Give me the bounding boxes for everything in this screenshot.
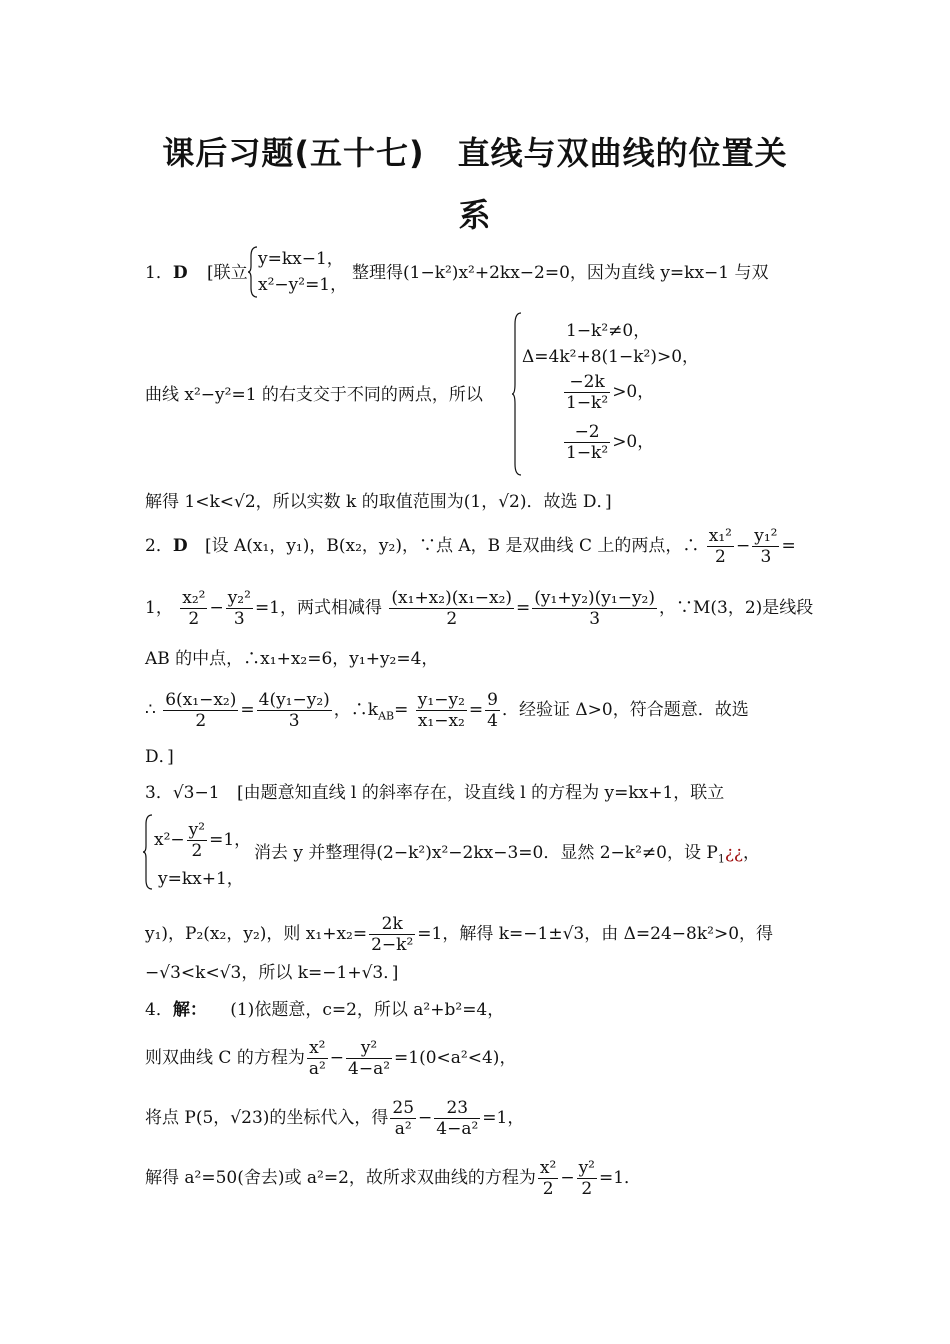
answer: √3−1 — [172, 783, 220, 803]
left-brace — [143, 814, 153, 890]
q2-line3: AB 的中点，∴x₁+x₂=6，y₁+y₂=4， — [145, 649, 439, 669]
fraction: $\frac{\text{x₂²}}{2}$ — [182, 588, 206, 629]
fraction: $\frac{2k}{\text{2−k²}}$ — [371, 914, 414, 955]
q2-line2: 1， $\frac{\text{x₂²}}{2}$ − $\frac{\text{y₂²}}{3}$ =1，两式相减得 $\frac{\text{(x₁+x₂)(x₁−x₂)}}{2}$ = $\frac{\text{(y₁+y₂)(y₁−y₂)}}{3}$ ，∵M(3，2)是线段 — [145, 588, 814, 629]
q3-line1: 3．√3−1 [由题意知直线 l 的斜率存在，设直线 l 的方程为 y=kx+1，联立 — [145, 783, 725, 803]
fraction: $\frac{\text{x₁²}}{2}$ — [708, 526, 732, 567]
q1-conclusion: 解得 1<k<√2，所以实数 k 的取值范围为(1，√2)．故选 D．] — [145, 492, 612, 512]
fraction: $\frac{-2}{\text{1−k²}}$ — [566, 422, 609, 463]
q2-line1: 2．D [设 A(x₁，y₁)，B(x₂，y₂)，∵点 A，B 是双曲线 C 上的两点，∴ $\frac{\text{x₁²}}{2}$ − $\frac{\text{y₁²}}{3}$ = — [145, 526, 796, 567]
q3-system-eq1: x²− $\frac{\text{y²}}{2}$ =1， — [154, 820, 252, 861]
left-brace — [512, 312, 522, 476]
q1-system-eq1: y=kx−1， — [258, 249, 344, 269]
text: [联立 — [206, 263, 248, 283]
q3-line3: y₁)，P₂(x₂，y₂)，则 x₁+x₂= $\frac{2k}{\text{2−k²}}$ =1，解得 k=−1±√3，由 Δ=24−8k²>0，得 — [145, 914, 774, 955]
q4-line3: 将点 P(5，√23)的坐标代入，得 $\frac{25}{\text{a²}}$ − $\frac{23}{\text{4−a²}}$ =1， — [145, 1098, 525, 1139]
fraction: $\frac{\text{y²}}{2}$ — [188, 820, 206, 861]
fraction: $\frac{\text{x²}}{\text{a²}}$ — [308, 1038, 326, 1079]
answer: 解： — [172, 1000, 207, 1020]
fraction: $\frac{\text{6(x₁−x₂)}}{2}$ — [165, 690, 237, 731]
q1-line2: 曲线 x²−y²=1 的右支交于不同的两点，所以 — [145, 385, 483, 405]
q1-system-eq2: x²−y²=1， — [258, 275, 348, 295]
q1-condition-2: Δ=4k²+8(1−k²)>0， — [522, 347, 700, 367]
fraction: $\frac{\text{y²}}{\text{4−a²}}$ — [348, 1038, 391, 1079]
q1-line1 — [145, 262, 248, 284]
fraction: $\frac{\text{y₁²}}{3}$ — [754, 526, 778, 567]
fraction: $\frac{\text{(x₁+x₂)(x₁−x₂)}}{2}$ — [391, 588, 513, 629]
q4-line1: 4．解： (1)依题意，c=2，所以 a²+b²=4， — [145, 1000, 505, 1020]
question-number: 1． — [145, 263, 173, 283]
q2-line5: D．] — [145, 747, 174, 767]
fraction: $\frac{\text{(y₁+y₂)(y₁−y₂)}}{3}$ — [534, 588, 655, 629]
answer: D — [172, 263, 188, 283]
fraction: $\frac{25}{\text{a²}}$ — [392, 1098, 415, 1139]
q4-line2: 则双曲线 C 的方程为 $\frac{\text{x²}}{\text{a²}}$ − $\frac{\text{y²}}{\text{4−a²}}$ =1(0<a²<4)， — [145, 1038, 517, 1079]
fraction: $\frac{\text{x²}}{2}$ — [539, 1158, 557, 1199]
answer: D — [172, 536, 188, 556]
fraction: $\frac{9}{4}$ — [487, 690, 498, 731]
fraction: $\frac{\text{4(y₁−y₂)}}{3}$ — [258, 690, 330, 731]
q3-line4: −√3<k<√3，所以 k=−1+√3．] — [145, 963, 399, 983]
q3-system-eq2: y=kx+1， — [158, 869, 244, 889]
fraction: $\frac{\text{y²}}{2}$ — [578, 1158, 595, 1199]
q1-line1-tail: 整理得(1−k²)x²+2kx−2=0，因为直线 y=kx−1 与双 — [352, 263, 769, 283]
fraction: $\frac{\text{y₂²}}{3}$ — [227, 588, 251, 629]
q2-line4: ∴ $\frac{\text{6(x₁−x₂)}}{2}$ = $\frac{\text{4(y₁−y₂)}}{3}$ ，$\therefore k_{AB}=$ $\frac{\text{y₁−y₂}}{\text{x₁−x₂}}$ = $\frac{9}{4}$ ．经验证 Δ>0，符合题意．故选 — [145, 690, 749, 731]
q1-condition-4: $\frac{-2}{\text{1−k²}}$ >0， — [566, 422, 655, 463]
q4-line4: 解得 a²=50(舍去)或 a²=2，故所求双曲线的方程为 $\frac{\text{x²}}{2}$ − $\frac{\text{y²}}{2}$ =1． — [145, 1158, 642, 1199]
left-brace — [248, 246, 258, 298]
q1-condition-3: $\frac{-2k}{\text{1−k²}}$ >0， — [566, 372, 655, 413]
fraction: $\frac{-2k}{\text{1−k²}}$ — [566, 372, 609, 413]
page-title-continued: 系 — [458, 196, 492, 234]
q1-condition-1: 1−k²≠0， — [566, 321, 651, 341]
q3-line2: 消去 y 并整理得(2−k²)x²−2kx−3=0．显然 2−k²≠0，设 $P_1¿¿$， — [254, 843, 761, 866]
fraction: $\frac{\text{y₁−y₂}}{\text{x₁−x₂}}$ — [417, 690, 465, 731]
fraction: $\frac{23}{\text{4−a²}}$ — [436, 1098, 479, 1139]
page-title: 课后习题(五十七) 直线与双曲线的位置关 — [162, 134, 788, 172]
